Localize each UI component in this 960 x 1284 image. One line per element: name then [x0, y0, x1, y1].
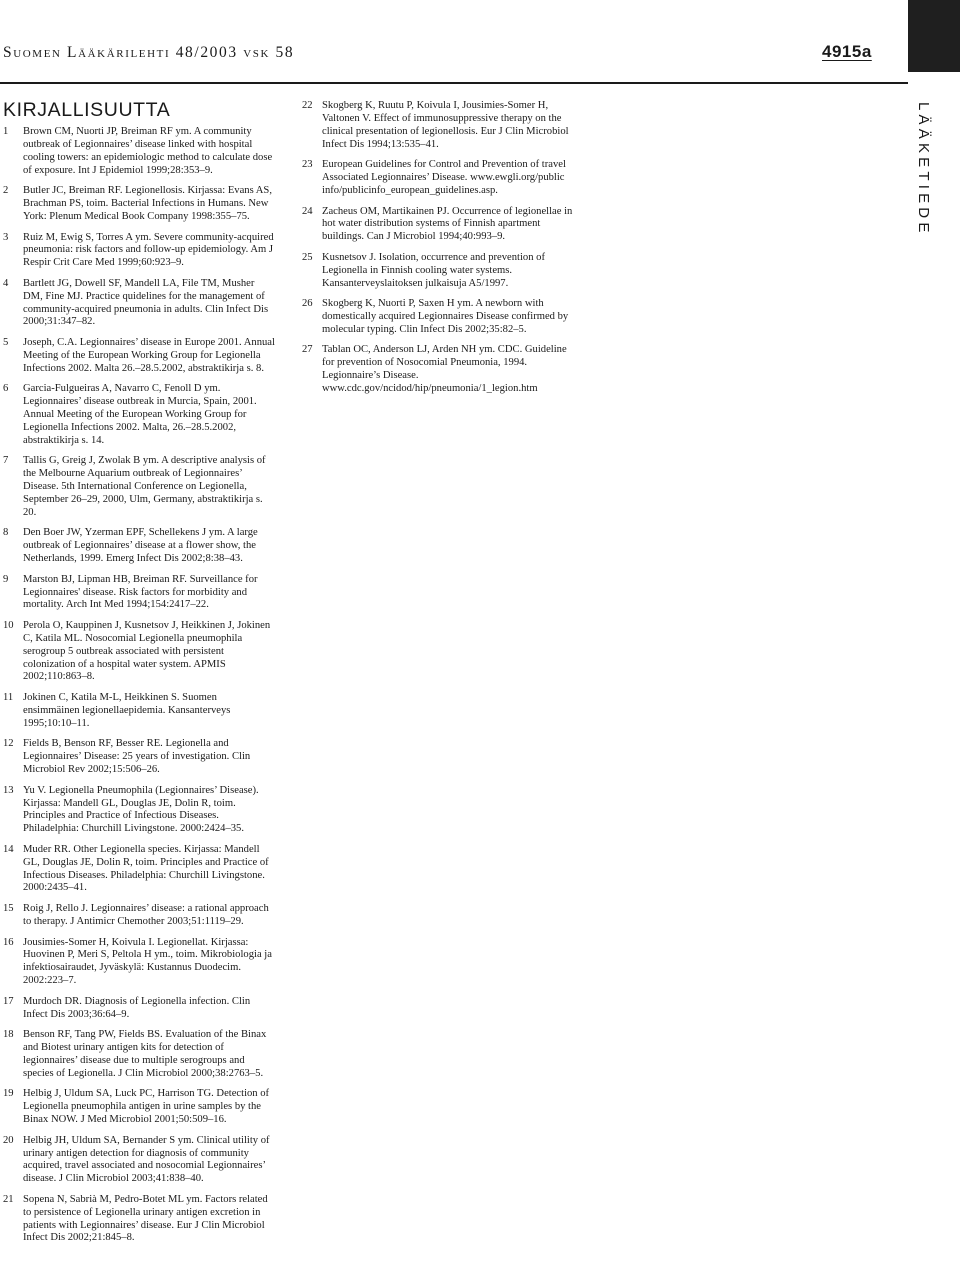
reference-text: European Guidelines for Control and Prevention of travel Associated Legionnaires’ Disease. www.ewgli.org/public info/publicinfo_european_guidelines.asp. — [322, 159, 566, 196]
reference-item — [3, 1135, 275, 1186]
reference-item — [3, 692, 275, 731]
reference-item — [3, 126, 275, 177]
page-header — [0, 0, 960, 80]
reference-number: 19 — [3, 1088, 14, 1100]
reference-text: Sopena N, Sabrià M, Pedro-Botet ML ym. Factors related to persistence of Legionella urinary antigen excretion in patients with Legionnaires’ disease. Eur J Clin Microbiol Infect Dis 2002;21:845–8. — [23, 1193, 268, 1244]
reference-number: 4 — [3, 277, 9, 289]
reference-number: 10 — [3, 620, 14, 632]
reference-text: Marston BJ, Lipman HB, Breiman RF. Surveillance for Legionnaires' disease. Risk factors for morbidity and mortality. Arch Int Med 1994;154:2417–22. — [23, 573, 258, 611]
reference-text: Tallis G, Greig J, Zwolak B ym. A descriptive analysis of the Melbourne Aquarium outbreak of Legionnaires’ Disease. 5th International Conference on Legionella, September 26–29, 2000, Ulm, Germany, abstraktikirja s. 20. — [23, 455, 266, 518]
reference-number: 2 — [3, 185, 9, 197]
reference-item — [3, 738, 275, 777]
reference-item — [302, 298, 580, 337]
section-side-label: LÄÄKETIEDE — [915, 102, 932, 237]
reference-text: Skogberg K, Ruutu P, Koivula I, Jousimies-Somer H, Valtonen V. Effect of immunosuppressive therapy on the clinical presentation of legionellosis. Eur J Clin Microbiol Infect Dis 1994;13:535–41. — [322, 100, 569, 150]
reference-text: Muder RR. Other Legionella species. Kirjassa: Mandell GL, Douglas JE, Dolin R, toim. Principles and Practice of Infectious Diseases. Philadelphia: Churchill Livingstone. 2000:2435–41. — [23, 843, 269, 894]
reference-item — [302, 344, 580, 395]
reference-text: Murdoch DR. Diagnosis of Legionella infection. Clin Infect Dis 2003;36:64–9. — [23, 995, 251, 1020]
reference-text: Jokinen C, Katila M-L, Heikkinen S. Suomen ensimmäinen legionellaepidemia. Kansanterveys 1995;10:10–11. — [23, 692, 231, 729]
reference-number: 26 — [302, 298, 313, 310]
reference-number: 8 — [3, 527, 9, 539]
reference-item — [3, 232, 275, 271]
reference-number: 6 — [3, 383, 9, 395]
reference-number: 7 — [3, 455, 9, 467]
reference-number: 21 — [3, 1193, 14, 1205]
reference-item — [3, 527, 275, 566]
references-heading: KIRJALLISUUTTA — [3, 99, 171, 121]
reference-number: 17 — [3, 995, 14, 1007]
reference-number: 24 — [302, 205, 313, 217]
reference-text: Brown CM, Nuorti JP, Breiman RF ym. A community outbreak of Legionnaires’ disease linked with hospital cooling towers: an epidemiologic method to calculate dose of exposure. Int J Epidemiol 1999;28:353–9. — [23, 126, 273, 176]
reference-number: 9 — [3, 573, 9, 585]
reference-text: Butler JC, Breiman RF. Legionellosis. Kirjassa: Evans AS, Brachman PS, toim. Bacterial Infections in Humans. New York: Plenum Medical Book Company 1998:355–75. — [23, 185, 272, 222]
reference-text: Perola O, Kauppinen J, Kusnetsov J, Heikkinen J, Jokinen C, Katila ML. Nosocomial Legionella pneumophila serogroup 5 outbreak associated with persistent colonization of a hospital water system. APMIS 2002;110:863–8. — [23, 620, 271, 683]
reference-text: Ruiz M, Ewig S, Torres A ym. Severe community-acquired pneumonia: risk factors and follow-up epidemiology. Am J Respir Crit Care Med 1999;60:923–9. — [23, 231, 274, 269]
reference-item — [3, 937, 275, 988]
reference-number: 20 — [3, 1134, 14, 1146]
reference-item — [3, 1088, 275, 1127]
reference-number: 14 — [3, 843, 14, 855]
reference-text: Joseph, C.A. Legionnaires’ disease in Europe 2001. Annual Meeting of the European Working Group for Legionella Infections 2002. Malta 26.–28.5.2002, abstraktikirja s. 8. — [23, 337, 275, 374]
reference-text: Benson RF, Tang PW, Fields BS. Evaluation of the Binax and Biotest urinary antigen kits for detection of legionnaires’ disease due to multiple serogroups and species of Legionella. J Clin Microbiol 2000;38:2763–5. — [23, 1029, 267, 1079]
reference-number: 1 — [3, 126, 9, 137]
reference-item — [3, 574, 275, 613]
reference-text: Den Boer JW, Yzerman EPF, Schellekens J ym. A large outbreak of Legionnaires’ disease at a flower show, the Netherlands, 1999. Emerg Infect Dis 2002;8:38–43. — [23, 527, 258, 565]
reference-item — [3, 996, 275, 1022]
reference-number: 3 — [3, 231, 9, 243]
page-number: 4915a — [822, 42, 872, 61]
reference-item — [3, 785, 275, 836]
reference-number: 5 — [3, 337, 9, 348]
reference-text: Helbig J, Uldum SA, Luck PC, Harrison TG. Detection of Legionella pneumophila antigen in urine samples by the Binax NOW. J Med Microbiol 2001;50:509–16. — [23, 1088, 270, 1126]
reference-number: 27 — [302, 344, 313, 356]
reference-number: 22 — [302, 100, 313, 111]
reference-item — [302, 206, 580, 245]
reference-item — [3, 278, 275, 329]
reference-number: 12 — [3, 738, 14, 750]
reference-text: Kusnetsov J. Isolation, occurrence and prevention of Legionella in Finnish cooling water systems. Kansanterveyslaitoksen julkaisuja A5/1997. — [322, 251, 545, 289]
reference-item — [302, 252, 580, 291]
reference-item — [302, 100, 580, 151]
reference-number: 13 — [3, 784, 14, 796]
reference-item — [3, 903, 275, 929]
reference-text: Fields B, Benson RF, Besser RE. Legionella and Legionnaires’ Disease: 25 years of investigation. Clin Microbiol Rev 2002;15:506–26. — [23, 738, 251, 776]
reference-item — [3, 455, 275, 519]
reference-text: Zacheus OM, Martikainen PJ. Occurrence of legionellae in hot water distribution systems of Finnish apartment buildings. Can J Microbiol 1994;40:993–9. — [322, 205, 573, 243]
reference-item — [3, 185, 275, 224]
journal-title: Suomen Lääkärilehti 48/2003 vsk 58 — [3, 44, 295, 61]
reference-item — [302, 159, 580, 198]
references-column-right — [302, 100, 580, 404]
header-rule — [0, 82, 908, 84]
reference-item — [3, 844, 275, 895]
reference-text: Roig J, Rello J. Legionnaires’ disease: a rational approach to therapy. J Antimicr Chemother 2003;51:1119–29. — [23, 903, 269, 927]
reference-item — [3, 620, 275, 684]
reference-item — [3, 337, 275, 376]
reference-text: Skogberg K, Nuorti P, Saxen H ym. A newborn with domestically acquired Legionnaires Disease confirmed by molecular typing. Clin Infect Dis 2002;35:82–5. — [322, 298, 569, 335]
reference-number: 11 — [3, 692, 14, 704]
reference-text: Garcia-Fulgueiras A, Navarro C, Fenoll D ym. Legionnaires’ disease outbreak in Murcia, Spain, 2001. Annual Meeting of the European Working Group for Legionella Infections 2002. Malta, 26.–28.5.2002, abstraktikirja s. 14. — [23, 383, 257, 446]
reference-item — [3, 1029, 275, 1080]
reference-text: Yu V. Legionella Pneumophila (Legionnaires’ Disease). Kirjassa: Mandell GL, Douglas JE, Dolin R, toim. Principles and Practice of Infectious Diseases. Philadelphia: Churchill Livingstone. 2000:2424–35. — [23, 784, 259, 835]
reference-number: 16 — [3, 936, 14, 948]
reference-text: Tablan OC, Anderson LJ, Arden NH ym. CDC. Guideline for prevention of Nosocomial Pneumonia, 1994. Legionnaire’s Disease. www.cdc.gov/ncidod/hip/pneumonia/1_legion.htm — [322, 344, 567, 395]
reference-number: 18 — [3, 1029, 14, 1041]
section-color-tab — [908, 0, 960, 72]
reference-number: 23 — [302, 159, 313, 171]
reference-text: Bartlett JG, Dowell SF, Mandell LA, File TM, Musher DM, Fine MJ. Practice quidelines for the management of community-acquired pneumonia in adults. Clin Infect Dis 2000;31:347–82. — [23, 277, 269, 328]
reference-text: Jousimies-Somer H, Koivula I. Legionellat. Kirjassa: Huovinen P, Meri S, Peltola H ym., toim. Mikrobiologia ja infektiosairaudet, Jyväskylä: Kustannus Duodecim. 2002:223–7. — [23, 936, 272, 987]
reference-item — [3, 1194, 275, 1245]
reference-text: Helbig JH, Uldum SA, Bernander S ym. Clinical utility of urinary antigen detection for diagnosis of community acquired, travel associated and nosocomial Legionnaires’ disease. J Clin Microbiol 2003;41:838–40. — [23, 1134, 270, 1185]
reference-number: 25 — [302, 251, 313, 263]
reference-item — [3, 383, 275, 447]
reference-number: 15 — [3, 903, 14, 915]
references-column-left — [3, 126, 275, 1253]
